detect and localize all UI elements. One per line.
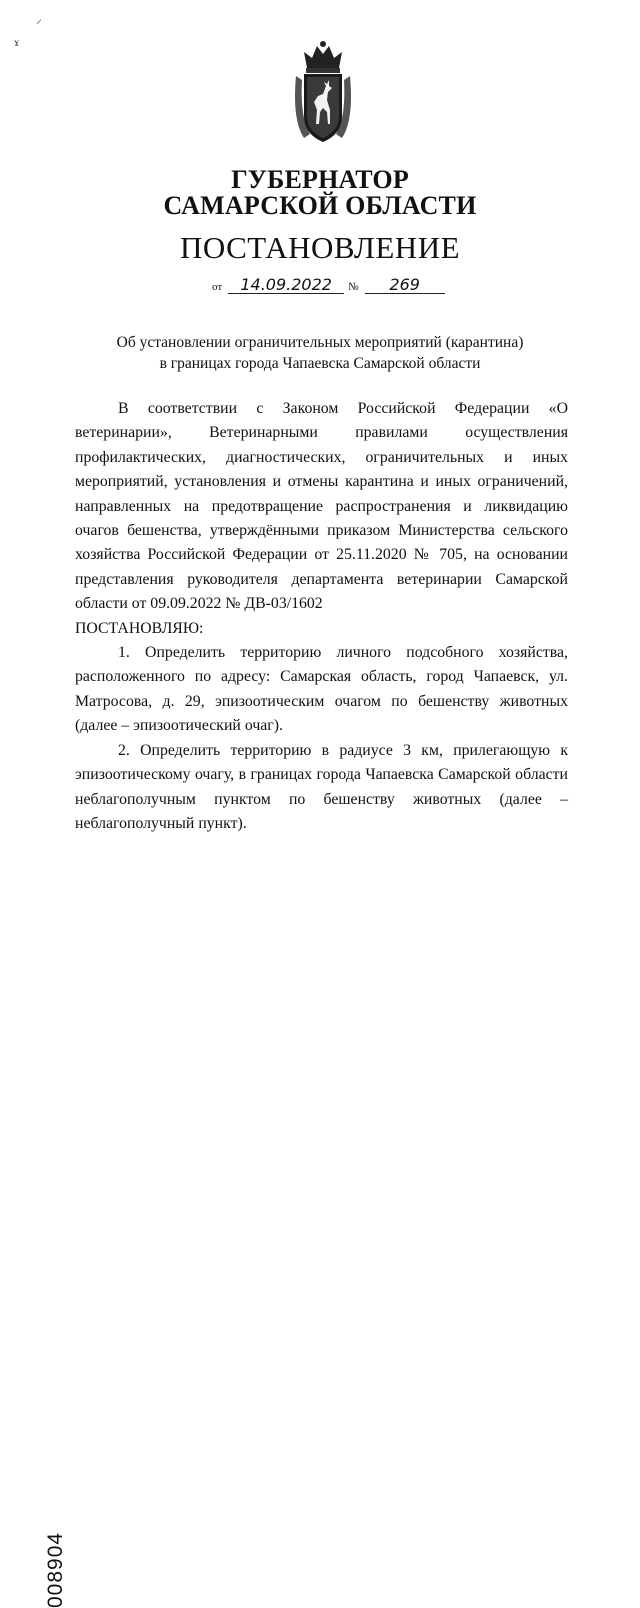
samara-coat-of-arms-icon (290, 40, 356, 148)
subject-line: Об установлении ограничительных мероприятий (карантина) (116, 334, 524, 351)
document-type: ПОСТАНОВЛЕНИЕ (179, 230, 461, 265)
date-number-line (212, 277, 445, 294)
decree-word: ПОСТАНОВЛЯЮ: (75, 619, 204, 637)
document-number: 269 (365, 277, 445, 294)
document-subject (0, 332, 640, 374)
number-prefix: № (348, 281, 359, 293)
document-body (75, 397, 568, 836)
scan-mark: ⸝ (36, 12, 43, 26)
date-prefix: от (212, 281, 223, 293)
governor-title: ГУБЕРНАТОР (231, 165, 409, 194)
document-date: 14.09.2022 (228, 277, 344, 294)
item-paragraph: 2. Определить территорию в радиусе 3 км, прилегающую к эпизоотическому очагу, в границах города Чапаевска Самарской области неблагополучным пунктом по бешенству животных (далее – неблагополучный пункт). (75, 741, 568, 832)
registration-stamp: 008904 (44, 1531, 67, 1608)
subject-line: в границах города Чапаевска Самарской области (159, 355, 481, 372)
preamble-paragraph: В соответствии с Законом Российской Федерации «О ветеринарии», Ветеринарными правилами осуществления профилактических, диагностических, ограничительных и иных мероприятий, установления и отмены карантина и иных ограничений, направленных на предотвращение распространения и ликвидацию очагов бешенства, утверждёнными приказом Министерства сельского хозяйства Российской Федерации от 25.11.2020 № 705, на основании представления руководителя департамента ветеринарии Самарской области от 09.09.2022 № ДВ-03/1602 (75, 400, 568, 613)
region-title: САМАРСКОЙ ОБЛАСТИ (163, 191, 477, 220)
item-paragraph: 1. Определить территорию личного подсобного хозяйства, расположенного по адресу: Самарская область, город Чапаевск, ул. Матросова, д. 29, эпизоотическим очагом по бешенству животных (далее – эпизоотический очаг). (75, 644, 568, 735)
scan-mark: ɤ (14, 35, 20, 49)
